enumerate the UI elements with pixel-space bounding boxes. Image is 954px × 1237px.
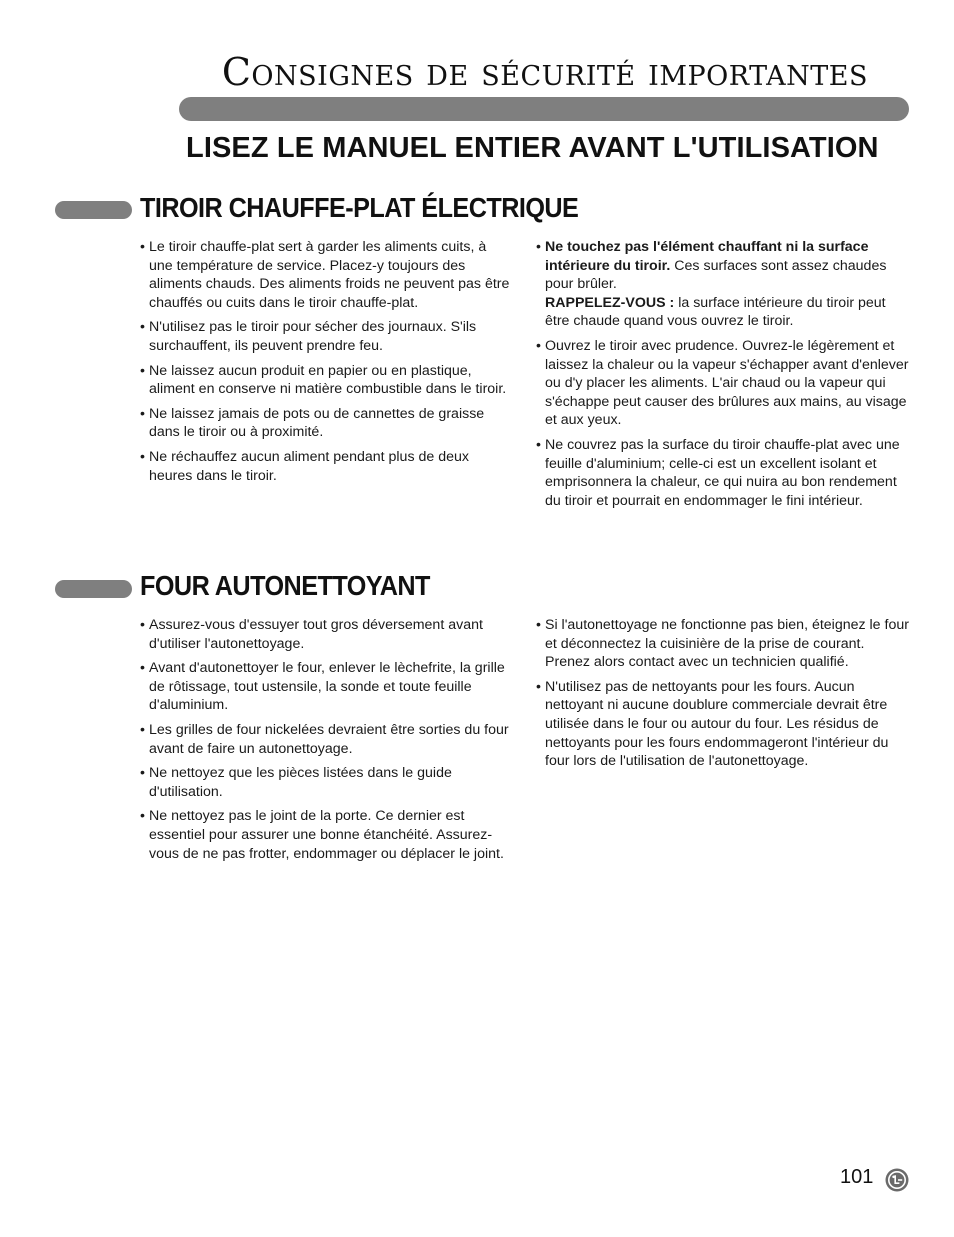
header-bar <box>179 97 909 121</box>
list-item: • Les grilles de four nickelées devraient être sorties du four avant de faire un autonettoyage. <box>140 721 510 758</box>
section-heading-self-clean: FOUR AUTONETTOYANT <box>140 570 430 601</box>
warning-text: Ces surfaces sont assez chaudes pour brûler. <box>545 257 887 293</box>
list-item: • Avant d'autonettoyer le four, enlever le lèchefrite, la grille de rôtissage, tout ustensile, la sonde et toute feuille d'aluminium. <box>140 659 510 715</box>
warming-drawer-right-column <box>536 238 910 516</box>
reminder-label: RAPPELEZ-VOUS : <box>545 294 675 311</box>
list-item: • Ne nettoyez pas le joint de la porte. Ce dernier est essentiel pour assurer une bonne étanchéité. Assurez-vous de ne pas frotter, endommager ou déplacer le joint. <box>140 807 510 863</box>
lg-logo-icon <box>885 1168 909 1192</box>
list-item: • Ne nettoyez que les pièces listées dans le guide d'utilisation. <box>140 764 510 801</box>
self-clean-left-column <box>140 616 510 869</box>
list-item <box>536 238 910 331</box>
page-title: Consignes de sécurité importantes <box>221 50 868 94</box>
list-item: • N'utilisez pas de nettoyants pour les fours. Aucun nettoyant ni aucune doublure commerciale devrait être utilisée dans le four ou autour du four. Les résidus de nettoyants pour les fours endommageront l'intérieur du four lors de l'utilisation de l'autonettoyage. <box>536 678 910 771</box>
section-marker-warming-drawer <box>55 201 132 219</box>
reminder-text: la surface intérieure du tiroir peut être chaude quand vous ouvrez le tiroir. <box>545 294 886 330</box>
list-item: • Ne réchauffez aucun aliment pendant plus de deux heures dans le tiroir. <box>140 448 510 485</box>
warning-bold-text: Ne touchez pas l'élément chauffant ni la surface intérieure du tiroir. <box>545 239 869 274</box>
list-item: • Assurez-vous d'essuyer tout gros déversement avant d'utiliser l'autonettoyage. <box>140 616 510 653</box>
list-item: • Ne couvrez pas la surface du tiroir chauffe-plat avec une feuille d'aluminium; celle-ci est un excellent isolant et emprisonnera la chaleur, ce qui nuira au bon rendement du tiroir et pourrait en endommager le fini intérieur. <box>536 436 910 510</box>
list-item: • Si l'autonettoyage ne fonctionne pas bien, éteignez le four et déconnectez la cuisinière de la prise de courant. Prenez alors contact avec un technicien qualifié. <box>536 616 910 672</box>
page-number: 101 <box>840 1166 874 1188</box>
list-item: • N'utilisez pas le tiroir pour sécher des journaux. S'ils surchauffent, ils peuvent prendre feu. <box>140 318 510 355</box>
list-item: • Ne laissez aucun produit en papier ou en plastique, aliment en conserve ni matière combustible dans le tiroir. <box>140 362 510 399</box>
page-subtitle: LISEZ LE MANUEL ENTIER AVANT L'UTILISATION <box>186 132 879 164</box>
list-item: • Le tiroir chauffe-plat sert à garder les aliments cuits, à une température de service. Placez-y toujours des aliments chauds. Des aliments froids ne peuvent pas être chauffés ou cuits dans le tiroir chauffe-plat. <box>140 238 510 312</box>
self-clean-right-column <box>536 616 910 777</box>
list-item: • Ne laissez jamais de pots ou de cannettes de graisse dans le tiroir ou à proximité. <box>140 405 510 442</box>
list-item: • Ouvrez le tiroir avec prudence. Ouvrez-le légèrement et laissez la chaleur ou la vapeur s'échapper avant d'enlever ou d'y placer les aliments. L'air chaud ou la vapeur qui s'échappe peut causer des brûlures aux mains, au visage et aux yeux. <box>536 337 910 430</box>
warming-drawer-left-column <box>140 238 510 491</box>
section-marker-self-clean <box>55 580 132 598</box>
section-heading-warming-drawer: TIROIR CHAUFFE-PLAT ÉLECTRIQUE <box>140 192 579 223</box>
